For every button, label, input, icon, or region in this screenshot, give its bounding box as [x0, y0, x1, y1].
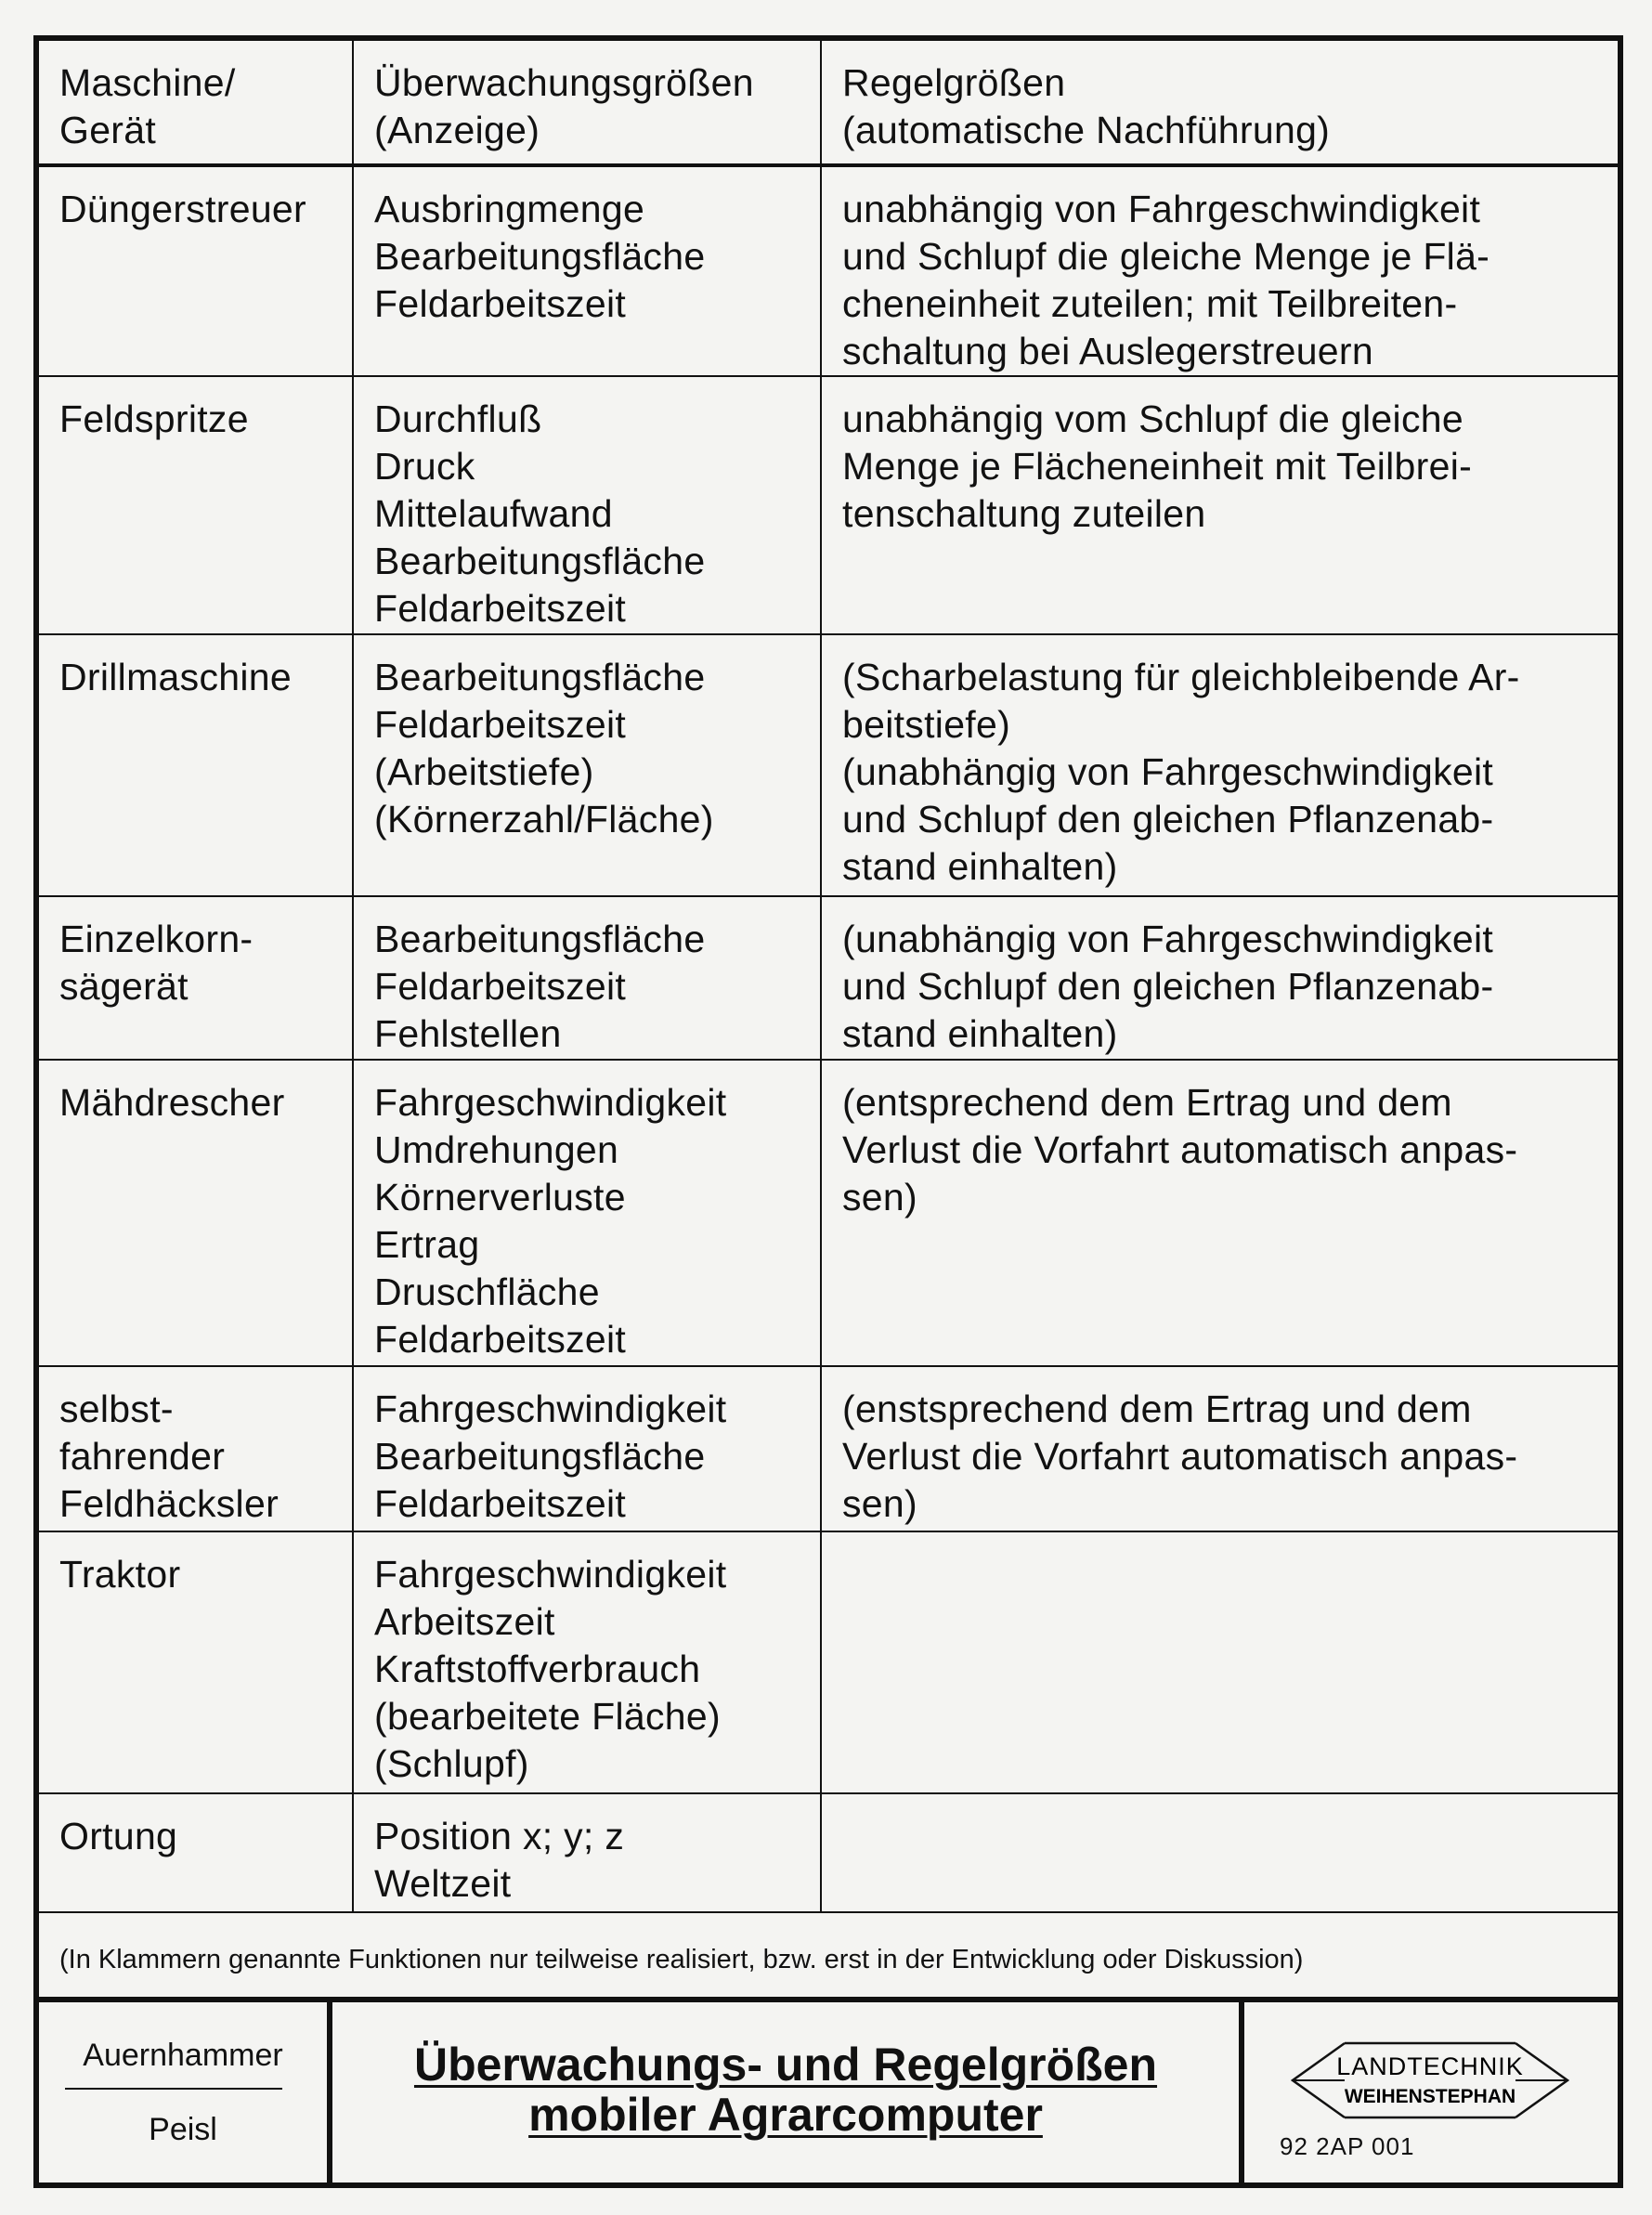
- cell-control: [821, 1793, 1618, 1912]
- table-row: [39, 1060, 1618, 1366]
- header-control: Regelgrößen (automatische Nachführung): [821, 41, 1618, 165]
- cell-machine: Einzelkorn- sägerät: [39, 896, 353, 1060]
- table-header-row: [39, 41, 1618, 165]
- cell-monitoring: Fahrgeschwindigkeit Arbeitszeit Kraftstoffverbrauch (bearbeitete Fläche) (Schlupf): [353, 1531, 821, 1793]
- cell-machine: selbst- fahrender Feldhäcksler: [39, 1366, 353, 1531]
- author-name: Peisl: [149, 2112, 217, 2147]
- cell-control: unabhängig von Fahrgeschwindigkeit und Schlupf die gleiche Menge je Flä- cheneinheit zuteilen; mit Teilbreiten- schaltung bei Auslegerstreuern: [821, 165, 1618, 376]
- cell-control: (enstsprechend dem Ertrag und dem Verlust die Vorfahrt automatisch anpas- sen): [821, 1366, 1618, 1531]
- logo-text-line2: WEIHENSTEPHAN: [1344, 2086, 1516, 2107]
- cell-monitoring: Ausbringmenge Bearbeitungsfläche Feldarbeitszeit: [353, 165, 821, 376]
- footer: [39, 2002, 1618, 2182]
- footnote: (In Klammern genannte Funktionen nur teilweise realisiert, bzw. erst in der Entwicklung oder Diskussion): [39, 1922, 1618, 2002]
- data-table: [39, 41, 1618, 1913]
- cell-monitoring: Bearbeitungsfläche Feldarbeitszeit Fehlstellen: [353, 896, 821, 1060]
- cell-machine: Feldspritze: [39, 376, 353, 634]
- table-row: [39, 896, 1618, 1060]
- cell-control: (entsprechend dem Ertrag und dem Verlust die Vorfahrt automatisch anpas- sen): [821, 1060, 1618, 1366]
- cell-control: (unabhängig von Fahrgeschwindigkeit und Schlupf den gleichen Pflanzenab- stand einhalten): [821, 896, 1618, 1060]
- cell-monitoring: Position x; y; z Weltzeit: [353, 1793, 821, 1912]
- cell-monitoring: Fahrgeschwindigkeit Umdrehungen Körnerverluste Ertrag Druschfläche Feldarbeitszeit: [353, 1060, 821, 1366]
- cell-control: unabhängig vom Schlupf die gleiche Menge je Flächeneinheit mit Teilbrei- tenschaltung zuteilen: [821, 376, 1618, 634]
- logo-text-line1: LANDTECHNIK: [1336, 2052, 1524, 2080]
- logo-box: [1244, 2002, 1618, 2182]
- author-divider: [65, 2088, 282, 2090]
- cell-monitoring: Bearbeitungsfläche Feldarbeitszeit (Arbeitstiefe) (Körnerzahl/Fläche): [353, 634, 821, 896]
- cell-monitoring: Durchfluß Druck Mittelaufwand Bearbeitungsfläche Feldarbeitszeit: [353, 376, 821, 634]
- document-code: 92 2AP 001: [1280, 2132, 1415, 2160]
- cell-machine: Traktor: [39, 1531, 353, 1793]
- header-machine: Maschine/ Gerät: [39, 41, 353, 165]
- cell-machine: Drillmaschine: [39, 634, 353, 896]
- cell-control: [821, 1531, 1618, 1793]
- document-title: Überwachungs- und Regelgrößen mobiler Agrarcomputer: [413, 2039, 1158, 2141]
- table-row: [39, 376, 1618, 634]
- table-row: [39, 165, 1618, 376]
- table-row: [39, 1531, 1618, 1793]
- cell-machine: Düngerstreuer: [39, 165, 353, 376]
- cell-monitoring: Fahrgeschwindigkeit Bearbeitungsfläche Feldarbeitszeit: [353, 1366, 821, 1531]
- table-row: [39, 634, 1618, 896]
- landtechnik-weihenstephan-logo-icon: [1291, 2036, 1569, 2125]
- cell-machine: Mähdrescher: [39, 1060, 353, 1366]
- header-monitoring: Überwachungsgrößen (Anzeige): [353, 41, 821, 165]
- author-name: Auernhammer: [83, 2038, 283, 2073]
- cell-machine: Ortung: [39, 1793, 353, 1912]
- table-row: [39, 1366, 1618, 1531]
- authors-box: [39, 2002, 327, 2182]
- document-sheet: [33, 35, 1623, 2188]
- cell-control: (Scharbelastung für gleichbleibende Ar- beitstiefe) (unabhängig von Fahrgeschwindigkeit und Schlupf den gleichen Pflanzenab- stand einhalten): [821, 634, 1618, 896]
- table-row: [39, 1793, 1618, 1912]
